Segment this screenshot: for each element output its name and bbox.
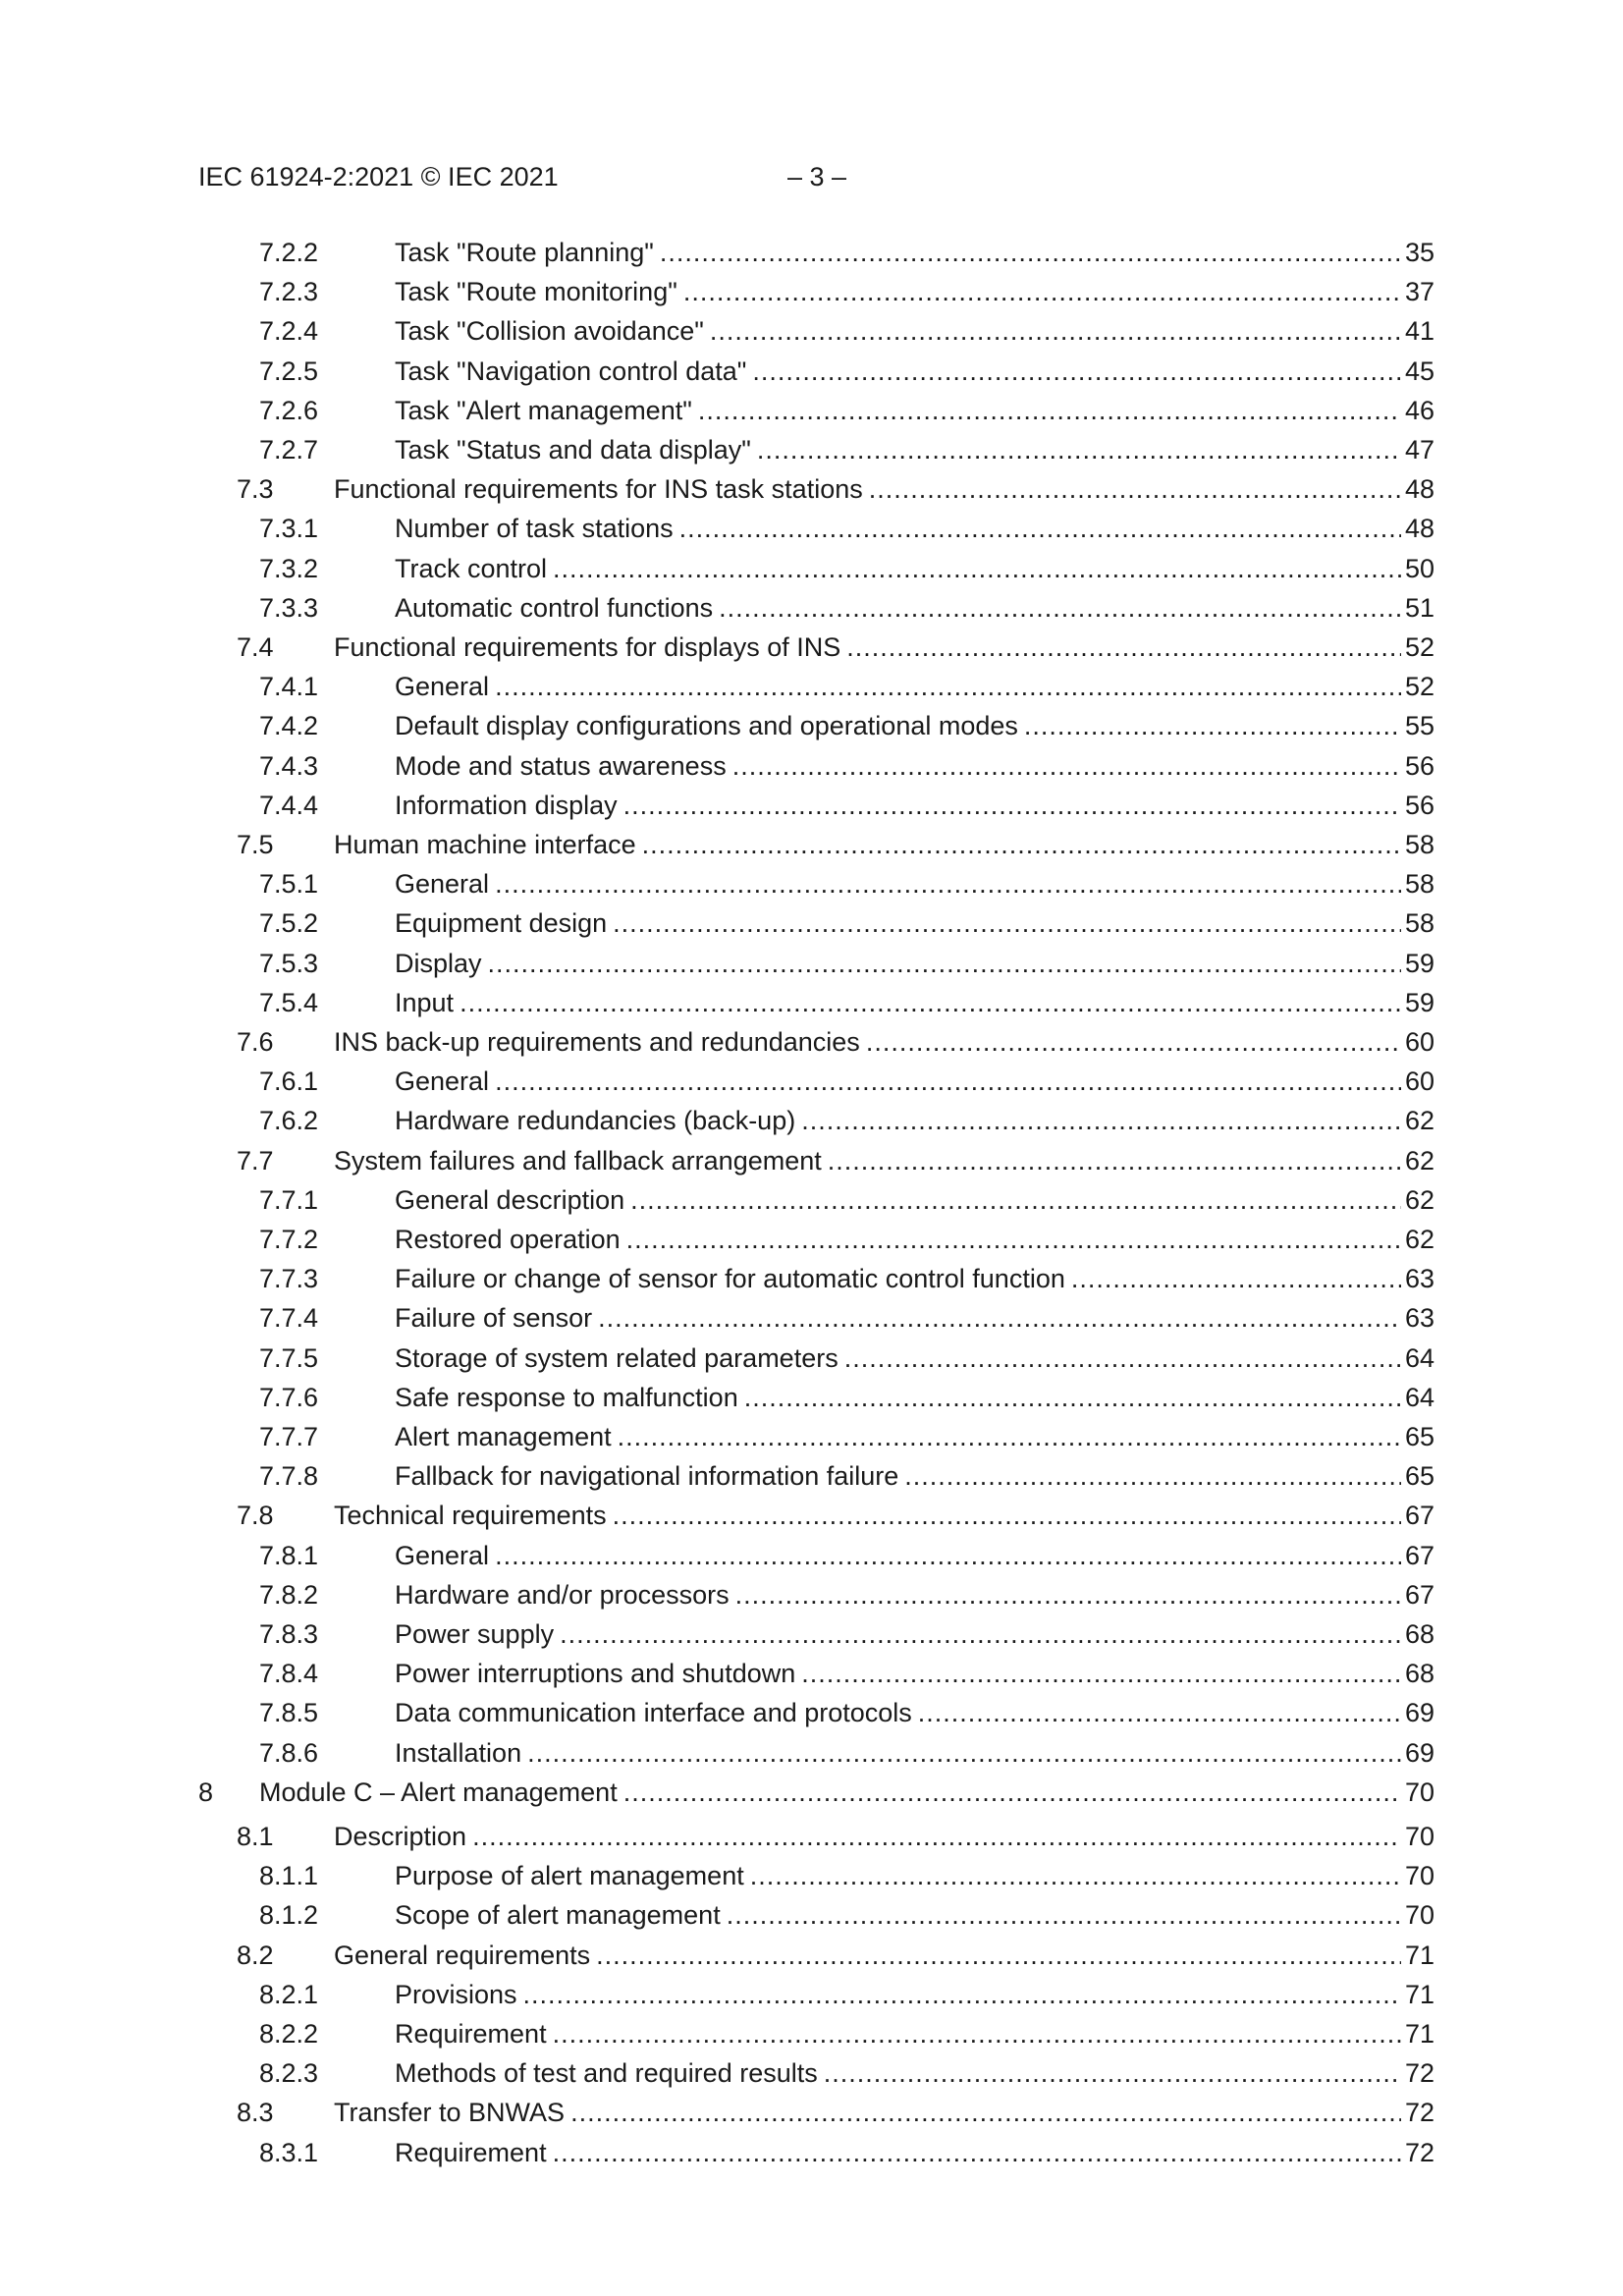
toc-entry-page: 68 <box>1404 1619 1434 1649</box>
toc-entry-number: 7.8.2 <box>259 1579 319 1610</box>
toc-entry-page: 69 <box>1404 1698 1434 1728</box>
toc-entry-title: Failure of sensor <box>395 1303 593 1334</box>
toc-entry-number: 7.7.5 <box>259 1342 319 1373</box>
toc-entry-number: 8.3.1 <box>259 2137 319 2167</box>
toc-entry-number: 7.5.3 <box>259 948 319 978</box>
dot-leader <box>844 1339 1401 1378</box>
toc-entry-title: General <box>395 1066 490 1097</box>
toc-entry-number: 7.7.8 <box>259 1461 319 1492</box>
dot-leader <box>846 628 1401 667</box>
dot-leader <box>618 1417 1401 1456</box>
toc-entry[interactable] <box>0 1817 1623 1856</box>
toc-entry-title: Purpose of alert management <box>395 1861 744 1891</box>
toc-entry-number: 7.8.3 <box>259 1619 319 1649</box>
dot-leader <box>1071 1259 1401 1298</box>
toc-entry-page: 56 <box>1404 750 1434 781</box>
toc-entry-page: 35 <box>1404 238 1434 267</box>
toc-entry[interactable] <box>0 233 1623 272</box>
toc-entry-page: 72 <box>1404 2137 1434 2167</box>
toc-entry-number: 7.2.4 <box>259 316 319 347</box>
toc-entry[interactable] <box>0 983 1623 1022</box>
toc-entry-page: 59 <box>1404 948 1434 978</box>
toc-entry-title: Functional requirements for INS task stations <box>334 474 863 505</box>
toc-entry[interactable] <box>0 391 1623 430</box>
dot-leader <box>495 1536 1401 1575</box>
toc-entry-title: Human machine interface <box>334 830 636 859</box>
toc-entry-title: Hardware redundancies (back-up) <box>395 1106 796 1136</box>
toc-entry-title: Task "Route monitoring" <box>395 277 677 307</box>
toc-entry-title: General requirements <box>334 1940 591 1970</box>
toc-entry-number: 7.7.2 <box>259 1225 319 1254</box>
toc-entry-page: 60 <box>1404 1066 1434 1097</box>
toc-entry-title: Transfer to BNWAS <box>334 2098 566 2128</box>
toc-entry[interactable] <box>0 1733 1623 1773</box>
dot-leader <box>918 1693 1401 1732</box>
toc-entry-number: 8.2.1 <box>259 1979 319 2009</box>
toc-entry[interactable] <box>0 667 1623 706</box>
dot-leader <box>744 1378 1401 1417</box>
dot-leader <box>824 2053 1401 2093</box>
toc-entry-number: 7.4.2 <box>259 711 319 741</box>
toc-entry-title: Safe response to malfunction <box>395 1382 738 1412</box>
toc-entry-page: 71 <box>1404 2019 1434 2049</box>
toc-entry-page: 64 <box>1404 1382 1434 1412</box>
toc-entry[interactable] <box>0 706 1623 745</box>
toc-entry[interactable] <box>0 1496 1623 1535</box>
page-number: – 3 – <box>787 162 847 191</box>
toc-entry-page: 68 <box>1404 1659 1434 1689</box>
toc-entry-title: Restored operation <box>395 1225 621 1254</box>
toc-entry-number: 8 <box>198 1777 214 1807</box>
toc-entry[interactable] <box>0 903 1623 943</box>
toc-entry-page: 46 <box>1404 395 1434 425</box>
dot-leader <box>560 1614 1401 1654</box>
toc-entry-page: 45 <box>1404 355 1434 386</box>
toc-entry-number: 7.5.1 <box>259 869 319 900</box>
toc-entry-page: 59 <box>1404 987 1434 1017</box>
toc-entry-page: 47 <box>1404 435 1434 465</box>
toc-entry-number: 7.7.4 <box>259 1303 319 1334</box>
toc-entry-number: 7.6 <box>237 1027 274 1057</box>
dot-leader <box>757 430 1401 469</box>
toc-entry[interactable] <box>0 2014 1623 2053</box>
toc-entry[interactable] <box>0 1575 1623 1614</box>
toc-entry[interactable] <box>0 509 1623 548</box>
toc-entry-number: 7.8.5 <box>259 1698 319 1728</box>
toc-entry-number: 7.2.7 <box>259 435 319 465</box>
toc-entry-title: Requirement <box>395 2019 547 2049</box>
toc-entry-number: 8.1.2 <box>259 1900 319 1931</box>
toc-entry[interactable] <box>0 2133 1623 2172</box>
toc-entry-title: Task "Alert management" <box>395 395 692 425</box>
toc-entry-page: 67 <box>1404 1540 1434 1570</box>
dot-leader <box>613 1496 1401 1535</box>
toc-entry-title: Task "Navigation control data" <box>395 355 747 386</box>
toc-entry-page: 48 <box>1404 514 1434 544</box>
dot-leader <box>495 864 1401 903</box>
toc-entry[interactable] <box>0 1022 1623 1062</box>
toc-entry-title: Technical requirements <box>334 1501 607 1531</box>
toc-entry-page: 67 <box>1404 1501 1434 1531</box>
toc-entry-page: 58 <box>1404 869 1434 900</box>
toc-entry[interactable] <box>0 864 1623 903</box>
toc-entry[interactable] <box>0 786 1623 825</box>
dot-leader <box>488 944 1401 983</box>
toc-entry-number: 7.6.2 <box>259 1106 319 1136</box>
dot-leader <box>626 1220 1401 1259</box>
toc-entry-page: 51 <box>1404 592 1434 623</box>
toc-entry-title: Power supply <box>395 1619 555 1649</box>
dot-leader <box>869 469 1401 509</box>
toc-entry-number: 7.2.2 <box>259 238 319 267</box>
toc-entry[interactable] <box>0 746 1623 786</box>
toc-entry-number: 7.8.1 <box>259 1540 319 1570</box>
document-id: IEC 61924-2:2021 © IEC 2021 <box>198 162 559 191</box>
dot-leader <box>527 1733 1401 1773</box>
toc-entry-number: 7.8.6 <box>259 1737 319 1768</box>
toc-entry-number: 7.3.2 <box>259 553 319 583</box>
toc-entry[interactable] <box>0 1654 1623 1693</box>
toc-entry[interactable] <box>0 1614 1623 1654</box>
toc-entry[interactable] <box>0 1536 1623 1575</box>
dot-leader <box>553 549 1401 588</box>
toc-entry[interactable] <box>0 1180 1623 1220</box>
toc-entry-number: 8.1.1 <box>259 1861 319 1891</box>
dot-leader <box>613 903 1401 943</box>
dot-leader <box>735 1575 1401 1614</box>
toc-entry-number: 8.1 <box>237 1822 274 1851</box>
toc-entry[interactable] <box>0 825 1623 864</box>
dot-leader <box>710 311 1401 351</box>
toc-entry-title: Provisions <box>395 1979 517 2009</box>
toc-entry-page: 62 <box>1404 1106 1434 1136</box>
dot-leader <box>660 233 1401 272</box>
toc-entry-page: 58 <box>1404 830 1434 859</box>
toc-entry-page: 72 <box>1404 2098 1434 2128</box>
toc-entry-number: 7.3.3 <box>259 592 319 623</box>
toc-entry[interactable] <box>0 1693 1623 1732</box>
toc-entry-page: 70 <box>1404 1777 1434 1807</box>
toc-entry[interactable] <box>0 469 1623 509</box>
toc-entry-number: 8.2.2 <box>259 2019 319 2049</box>
toc-entry-number: 8.3 <box>237 2098 274 2128</box>
dot-leader <box>630 1180 1401 1220</box>
toc-entry-title: Number of task stations <box>395 514 674 544</box>
toc-entry-page: 55 <box>1404 711 1434 741</box>
toc-entry[interactable] <box>0 1895 1623 1935</box>
toc-entry[interactable] <box>0 1101 1623 1140</box>
toc-entry[interactable] <box>0 1975 1623 2014</box>
toc-entry-page: 63 <box>1404 1303 1434 1334</box>
toc-entry-number: 7.6.1 <box>259 1066 319 1097</box>
toc-entry-number: 7.3.1 <box>259 514 319 544</box>
toc-entry-page: 48 <box>1404 474 1434 505</box>
toc-entry[interactable] <box>0 1259 1623 1298</box>
toc-entry-number: 7.4 <box>237 632 274 662</box>
toc-entry[interactable] <box>0 1856 1623 1895</box>
toc-entry-page: 70 <box>1404 1822 1434 1851</box>
toc-entry[interactable] <box>0 549 1623 588</box>
toc-entry-page: 62 <box>1404 1225 1434 1254</box>
toc-entry-page: 63 <box>1404 1264 1434 1294</box>
toc-entry-page: 37 <box>1404 277 1434 307</box>
dot-leader <box>727 1895 1401 1935</box>
toc-entry-title: Fallback for navigational information failure <box>395 1461 899 1492</box>
toc-entry-page: 67 <box>1404 1579 1434 1610</box>
toc-entry-page: 70 <box>1404 1900 1434 1931</box>
toc-entry[interactable] <box>0 1773 1623 1812</box>
toc-entry-number: 7.7.6 <box>259 1382 319 1412</box>
toc-entry-title: Display <box>395 948 482 978</box>
toc-entry-title: Task "Status and data display" <box>395 435 751 465</box>
toc-entry[interactable] <box>0 944 1623 983</box>
toc-entry-number: 7.4.1 <box>259 672 319 702</box>
toc-entry-title: Default display configurations and operational modes <box>395 711 1018 741</box>
toc-entry-page: 60 <box>1404 1027 1434 1057</box>
toc-entry-number: 7.3 <box>237 474 274 505</box>
toc-entry[interactable] <box>0 272 1623 311</box>
toc-entry-page: 71 <box>1404 1979 1434 2009</box>
dot-leader <box>904 1456 1401 1496</box>
toc-entry-title: Track control <box>395 553 548 583</box>
toc-entry-number: 7.5.2 <box>259 908 319 939</box>
toc-entry-number: 7.4.4 <box>259 790 319 820</box>
toc-entry[interactable] <box>0 430 1623 469</box>
toc-entry-title: Automatic control functions <box>395 592 714 623</box>
toc-entry-title: Equipment design <box>395 908 608 939</box>
toc-entry-number: 7.8 <box>237 1501 274 1531</box>
dot-leader <box>750 1856 1401 1895</box>
dot-leader <box>598 1298 1401 1338</box>
dot-leader <box>495 1062 1401 1101</box>
dot-leader <box>623 1773 1401 1812</box>
toc-entry-title: Storage of system related parameters <box>395 1342 839 1373</box>
toc-entry-page: 65 <box>1404 1461 1434 1492</box>
toc-entry-page: 52 <box>1404 672 1434 702</box>
dot-leader <box>596 1936 1401 1975</box>
toc-entry-title: Methods of test and required results <box>395 2058 818 2089</box>
toc-entry-page: 65 <box>1404 1422 1434 1451</box>
toc-entry-number: 7.5.4 <box>259 987 319 1017</box>
toc-entry-title: Installation <box>395 1737 522 1768</box>
toc-entry-page: 52 <box>1404 632 1434 662</box>
dot-leader <box>732 746 1401 786</box>
toc-entry-number: 7.5 <box>237 830 274 859</box>
toc-entry-title: INS back-up requirements and redundancies <box>334 1027 860 1057</box>
toc-entry-number: 7.2.5 <box>259 355 319 386</box>
dot-leader <box>642 825 1401 864</box>
toc-entry-title: Description <box>334 1822 467 1851</box>
dot-leader <box>472 1817 1401 1856</box>
toc-entry[interactable] <box>0 2053 1623 2093</box>
toc-entry-number: 7.2.6 <box>259 395 319 425</box>
toc-entry[interactable] <box>0 352 1623 391</box>
toc-entry-page: 64 <box>1404 1342 1434 1373</box>
toc-entry-title: Input <box>395 987 455 1017</box>
toc-entry-number: 7.7.3 <box>259 1264 319 1294</box>
toc-entry-title: Power interruptions and shutdown <box>395 1659 796 1689</box>
toc-entry[interactable] <box>0 311 1623 351</box>
toc-entry-number: 8.2.3 <box>259 2058 319 2089</box>
dot-leader <box>460 983 1401 1022</box>
dot-leader <box>1024 706 1401 745</box>
toc-entry-title: General description <box>395 1184 625 1215</box>
toc-entry-title: Requirement <box>395 2137 547 2167</box>
dot-leader <box>719 588 1401 628</box>
dot-leader <box>683 272 1401 311</box>
toc-entry-number: 7.7.7 <box>259 1422 319 1451</box>
toc-entry[interactable] <box>0 1298 1623 1338</box>
toc-entry-title: Mode and status awareness <box>395 750 727 781</box>
dot-leader <box>495 667 1401 706</box>
toc-entry-title: Hardware and/or processors <box>395 1579 730 1610</box>
toc-entry-page: 62 <box>1404 1145 1434 1175</box>
toc-entry[interactable] <box>0 1062 1623 1101</box>
toc-entry-page: 50 <box>1404 553 1434 583</box>
toc-entry-title: Alert management <box>395 1422 612 1451</box>
toc-entry-page: 62 <box>1404 1184 1434 1215</box>
toc-entry-title: Task "Collision avoidance" <box>395 316 704 347</box>
toc-entry[interactable] <box>0 1417 1623 1456</box>
toc-entry[interactable] <box>0 1936 1623 1975</box>
dot-leader <box>698 391 1401 430</box>
toc-entry-title: Scope of alert management <box>395 1900 721 1931</box>
toc-entry-page: 69 <box>1404 1737 1434 1768</box>
toc-entry[interactable] <box>0 628 1623 667</box>
toc-entry-page: 71 <box>1404 1940 1434 1970</box>
toc-entry-title: Task "Route planning" <box>395 238 654 267</box>
toc-entry-title: Information display <box>395 790 618 820</box>
dot-leader <box>866 1022 1401 1062</box>
toc-entry-page: 41 <box>1404 316 1434 347</box>
toc-entry-page: 70 <box>1404 1861 1434 1891</box>
toc-entry[interactable] <box>0 2093 1623 2132</box>
toc-entry[interactable] <box>0 1339 1623 1378</box>
toc-entry-page: 72 <box>1404 2058 1434 2089</box>
dot-leader <box>801 1654 1401 1693</box>
toc-entry-title: General <box>395 1540 490 1570</box>
toc-entry-page: 56 <box>1404 790 1434 820</box>
dot-leader <box>553 2133 1401 2172</box>
toc-entry-number: 7.7 <box>237 1145 274 1175</box>
dot-leader <box>570 2093 1401 2132</box>
toc-entry[interactable] <box>0 1378 1623 1417</box>
toc-entry[interactable] <box>0 588 1623 628</box>
dot-leader <box>553 2014 1401 2053</box>
toc-entry-title: Module C – Alert management <box>259 1777 618 1807</box>
toc-entry-title: General <box>395 869 490 900</box>
toc-entry-number: 7.4.3 <box>259 750 319 781</box>
toc-entry-title: System failures and fallback arrangement <box>334 1145 822 1175</box>
dot-leader <box>623 786 1401 825</box>
dot-leader <box>679 509 1401 548</box>
toc-entry[interactable] <box>0 1220 1623 1259</box>
dot-leader <box>752 352 1401 391</box>
toc-entry-title: Data communication interface and protocols <box>395 1698 912 1728</box>
toc-entry-number: 8.2 <box>237 1940 274 1970</box>
toc-entry[interactable] <box>0 1141 1623 1180</box>
toc-entry-page: 58 <box>1404 908 1434 939</box>
toc-entry-number: 7.8.4 <box>259 1659 319 1689</box>
dot-leader <box>828 1141 1401 1180</box>
toc-entry-number: 7.2.3 <box>259 277 319 307</box>
dot-leader <box>523 1975 1401 2014</box>
toc-entry-title: General <box>395 672 490 702</box>
page-header <box>198 157 1435 196</box>
toc-entry-title: Functional requirements for displays of INS <box>334 632 841 662</box>
toc-entry[interactable] <box>0 1456 1623 1496</box>
toc-entry-title: Failure or change of sensor for automatic control function <box>395 1264 1065 1294</box>
toc-entry-number: 7.7.1 <box>259 1184 319 1215</box>
dot-leader <box>801 1101 1401 1140</box>
